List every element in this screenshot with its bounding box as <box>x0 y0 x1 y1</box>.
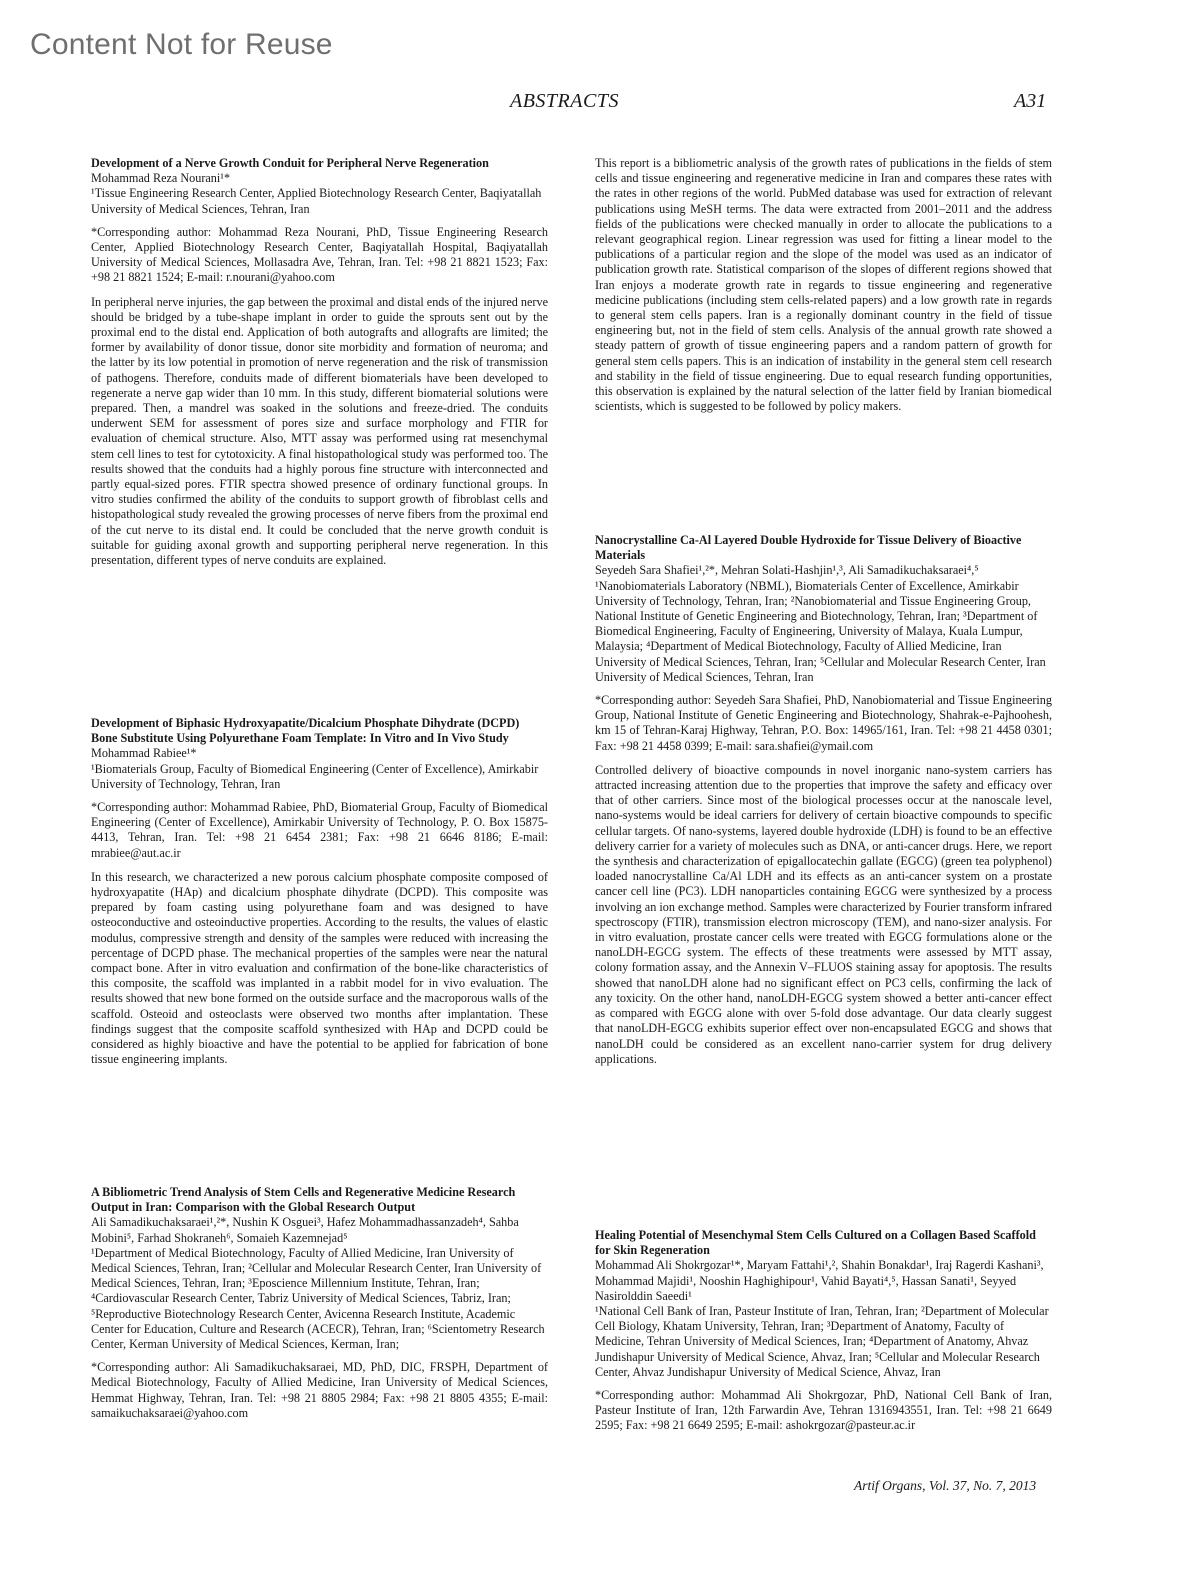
abstract-corresponding: *Corresponding author: Ali Samadikuchaksaraei, MD, PhD, DIC, FRSPH, Department of Medical Biotechnology, Faculty of Allied Medicine, Iran University of Medical Sciences, Hemmat Highway, Tehran, Iran. Tel: +98 21 8805 2984; Fax: +98 21 8805 4355; E-mail: samaikuchaksaraei@yahoo.com <box>91 1360 548 1420</box>
abstract-body: In peripheral nerve injuries, the gap between the proximal and distal ends of the injured nerve should be bridged by a tube-shape implant in order to guide the sprouts sent out by the proximal end to the distal end. Application of both autografts and allografts are limited; the former by availability of donor tissue, donor site morbidity and formation of neuroma; and the latter by its low potential in promotion of nerve regeneration and the risk of transmission of pathogens. Therefore, conduits made of different biomaterials have been developed to regenerate a nerve gap wider than 10 mm. In this study, different biomaterial solutions were prepared. Then, a mandrel was soaked in the solutions and freeze-dried. The conduits underwent SEM for assessment of pores size and surface morphology and FTIR for evaluation of chemical structure. Also, MTT assay was performed using rat mesenchymal stem cell lines to test for cytotoxicity. A final histopathological study was performed too. The results showed that the conduits had a highly porous fine structure with interconnected and partly equal-sized pores. FTIR spectra showed presence of ordinary functional groups. In vitro studies confirmed the ability of the conduits to support growth of fibroblast cells and histopathological study revealed the growing processes of nerve fibers from the proximal end of the cut nerve to its distal end. It could be concluded that the nerve growth conduit is suitable for guiding axonal growth and supporting peripheral nerve regeneration. In this presentation, different types of nerve conduits are explained. <box>91 294 548 568</box>
abstract-title: Healing Potential of Mesenchymal Stem Cells Cultured on a Collagen Based Scaffold for Skin Regeneration <box>595 1228 1036 1258</box>
abstract-biphasic-hydroxyapatite <box>91 716 548 1067</box>
abstract-authors: Mohammad Rabiee¹* <box>91 746 197 761</box>
abstract-mesenchymal-stem-cells <box>595 1228 1052 1434</box>
section-title: ABSTRACTS <box>510 90 619 112</box>
abstract-body: Controlled delivery of bioactive compounds in novel inorganic nano-system carriers has attracted increasing attention due to the properties that improve the safety and efficacy over that of other carriers. Since most of the biological processes occur at the nanoscale level, nano-systems would be ideal carriers for delivery of certain bioactive compounds to specific cellular targets. Of nano-systems, layered double hydroxide (LDH) is found to be an effective delivery carrier for a variety of molecules such as DNA, or anti-cancer drugs. Here, we report the synthesis and characterization of epigallocatechin gallate (EGCG) (green tea polyphenol) loaded nanocrystalline Ca/Al LDH and its effects as an anti-cancer system on a prostate cancer cell line (PC3). LDH nanoparticles containing EGCG were synthesized by a process involving an ion exchange method. Samples were characterized by Fourier transform infrared spectroscopy (FTIR), transmission electron microscopy (TEM), and nano-sizer analysis. For in vitro evaluation, prostate cancer cells were treated with EGCG formulations alone or the nanoLDH-EGCG system. The effects of these treatments were assessed by MTT assay, colony formation assay, and the Annexin V–FLUOS staining assay for apoptosis. The results showed that nanoLDH alone had no significant effect on PC3 cells, confirming the lack of any toxicity. On the other hand, nanoLDH-EGCG system showed a better anti-cancer effect as compared with EGCG alone with over 5-fold dose advantage. Our data clearly suggest that nanoLDH-EGCG exhibits superior effect over non-encapsulated EGCG and shows that nanoLDH could be considered as an excellent nano-carrier system for drug delivery applications. <box>595 762 1052 1066</box>
abstract-authors: Mohammad Reza Nourani¹* <box>91 171 231 186</box>
abstract-title: Nanocrystalline Ca-Al Layered Double Hydroxide for Tissue Delivery of Bioactive Materials <box>595 533 1022 563</box>
abstract-body: In this research, we characterized a new porous calcium phosphate composite composed of hydroxyapatite (HAp) and dicalcium phosphate dihydrate (DCPD). This composite was prepared by foam casting using polyurethane foam and was designed to have osteoconductive and osteoinductive properties. According to the results, the values of elastic modulus, compressive strength and density of the samples were reduced with increasing the percentage of DCPD phase. The mechanical properties of the samples were near the natural compact bone. After in vitro evaluation and confirmation of the bone-like characteristics of this composite, the scaffold was implanted in a rabbit model for in vivo evaluation. The results showed that new bone formed on the outside surface and the macroporous walls of the scaffold. Osteoid and osteoclasts were observed two months after implantation. These findings suggest that the composite scaffold synthesized with HAp and DCPD could be considered as highly bioactive and have the potential to be applied for fabrication of bone tissue engineering implants. <box>91 869 548 1067</box>
abstract-corresponding: *Corresponding author: Mohammad Ali Shokrgozar, PhD, National Cell Bank of Iran, Pasteur Institute of Iran, 12th Farwardin Ave, Tehran 1316943551, Iran. Tel: +98 21 6649 2595; Fax: +98 21 6649 2595; E-mail: ashokrgozar@pasteur.ac.ir <box>595 1388 1052 1433</box>
abstract-nanocrystalline-ldh <box>595 533 1052 1067</box>
abstract-affiliations: ¹Department of Medical Biotechnology, Faculty of Allied Medicine, Iran University of Medical Sciences, Tehran, Iran; ²Cellular and Molecular Research Center, Iran University of Medical Sciences, Tehran, Iran; ³Eposcience Millennium Institute, Tehran, Iran; ⁴Cardiovascular Research Center, Tabriz University of Medical Sciences, Tabriz, Iran; ⁵Reproductive Biotechnology Research Center, Avicenna Research Institute, Academic Center for Education, Culture and Research (ACECR), Tehran, Iran; ⁶Scientometry Research Center, Kerman University of Medical Sciences, Kerman, Iran; <box>91 1245 545 1352</box>
abstract-bibliometric-body <box>595 156 1052 414</box>
abstract-title: A Bibliometric Trend Analysis of Stem Cells and Regenerative Medicine Research Output in Iran: Comparison with the Global Research Output <box>91 1185 516 1215</box>
abstract-bibliometric-analysis <box>91 1185 548 1421</box>
abstract-affiliations: ¹Tissue Engineering Research Center, Applied Biotechnology Research Center, Baqiyatallah University of Medical Sciences, Tehran, Iran <box>91 186 542 216</box>
watermark: Content Not for Reuse <box>30 28 333 61</box>
abstract-nerve-conduit <box>91 156 548 568</box>
journal-citation: Artif Organs, Vol. 37, No. 7, 2013 <box>854 1478 1037 1493</box>
abstract-affiliations: ¹Biomaterials Group, Faculty of Biomedical Engineering (Center of Excellence), Amirkabir University of Technology, Tehran, Iran <box>91 761 539 791</box>
abstract-body: This report is a bibliometric analysis of the growth rates of publications in the fields of stem cells and tissue engineering and regenerative medicine in Iran and compares these rates with the rates in other regions of the world. PubMed database was used for extraction of relevant publications using MeSH terms. The data were extracted from 2001–2011 and the address fields of the publications were checked manually in order to allocate the publications to a relevant geographical region. Linear regression was used for fitting a linear model to the publications of a particular region and the slope of the model was used as an indicator of publication growth rate. Statistical comparison of the slopes of different regions showed that Iran enjoys a moderate growth rate in regards to tissue engineering and regenerative medicine publications (including stem cells-related papers) and a low growth rate in regards to general stem cells papers. Iran is a regionally dominant country in the field of tissue engineering but, not in the field of stem cells. Analysis of the annual growth rate showed a steady pattern of growth of tissue engineering papers and a random pattern of growth for general stem cells papers. This is an indication of instability in the general stem cell research and stability in the field of tissue engineering. Due to equal research funding opportunities, this observation is explained by the natural selection of the latter field by Iranian biomedical scientists, which is suggested to be followed by policy makers. <box>595 156 1052 414</box>
abstract-authors: Ali Samadikuchaksaraei¹,²*, Nushin K Osguei³, Hafez Mohammadhassanzadeh⁴, Sahba Mobini⁵, Farhad Shokraneh⁶, Somaieh Kazemnejad⁵ <box>91 1215 519 1245</box>
abstract-authors: Mohammad Ali Shokrgozar¹*, Maryam Fattahi¹,², Shahin Bonakdar¹, Iraj Ragerdi Kashani³, Mohammad Majidi¹, Nooshin Haghighipour¹, Vahid Bayati⁴,⁵, Hassan Sanati¹, Seyyed Nasirolddin Saeedi¹ <box>595 1258 1044 1303</box>
running-head <box>0 90 1200 116</box>
abstract-affiliations: ¹National Cell Bank of Iran, Pasteur Institute of Iran, Tehran, Iran; ²Department of Molecular Cell Biology, Khatam University, Tehran, Iran; ³Department of Anatomy, Faculty of Medicine, Tehran University of Medical Sciences, Iran; ⁴Department of Anatomy, Ahvaz Jundishapur University of Medical Science, Ahvaz, Iran; ⁵Cellular and Molecular Research Center, Ahvaz Jundishapur University of Medical Science, Ahvaz, Iran <box>595 1304 1049 1379</box>
abstract-affiliations: ¹Nanobiomaterials Laboratory (NBML), Biomaterials Center of Excellence, Amirkabir University of Technology, Tehran, Iran; ²Nanobiomaterial and Tissue Engineering Group, National Institute of Genetic Engineering and Biotechnology, Tehran, Iran; ³Department of Biomedical Engineering, Faculty of Engineering, University of Malaya, Kuala Lumpur, Malaysia; ⁴Department of Medical Biotechnology, Faculty of Allied Medicine, Iran University of Medical Sciences, Tehran, Iran; ⁵Cellular and Molecular Research Center, Iran University of Medical Sciences, Tehran, Iran <box>595 578 1046 684</box>
abstract-corresponding: *Corresponding author: Mohammad Rabiee, PhD, Biomaterial Group, Faculty of Biomedical Engineering (Center of Excellence), Amirkabir University of Technology, P. O. Box 15875-4413, Tehran, Iran. Tel: +98 21 6454 2381; Fax: +98 21 6646 8186; E-mail: mrabiee@aut.ac.ir <box>91 800 548 860</box>
abstract-corresponding: *Corresponding author: Seyedeh Sara Shafiei, PhD, Nanobiomaterial and Tissue Engineering Group, National Institute of Genetic Engineering and Biotechnology, Shahrak-e-Pajhoohesh, km 15 of Tehran-Karaj Highway, Tehran, P.O. Box: 14965/161, Iran. Tel: +98 21 4458 0301; Fax: +98 21 4458 0399; E-mail: sara.shafiei@ymail.com <box>595 693 1052 753</box>
page-number: A31 <box>1014 90 1047 112</box>
abstract-title: Development of Biphasic Hydroxyapatite/Dicalcium Phosphate Dihydrate (DCPD) Bone Substitute Using Polyurethane Foam Template: In Vitro and In Vivo Study <box>91 716 520 746</box>
abstract-corresponding: *Corresponding author: Mohammad Reza Nourani, PhD, Tissue Engineering Research Center, Applied Biotechnology Research Center, Baqiyatallah Hospital, Baqiyatallah University of Medical Sciences, Mollasadra Ave, Tehran, Iran. Tel: +98 21 8821 1523; Fax: +98 21 8821 1524; E-mail: r.nourani@yahoo.com <box>91 224 548 285</box>
abstract-title: Development of a Nerve Growth Conduit for Peripheral Nerve Regeneration <box>91 156 489 170</box>
abstract-authors: Seyedeh Sara Shafiei¹,²*, Mehran Solati-Hashjin¹,³, Ali Samadikuchaksaraei⁴,⁵ <box>595 563 979 578</box>
